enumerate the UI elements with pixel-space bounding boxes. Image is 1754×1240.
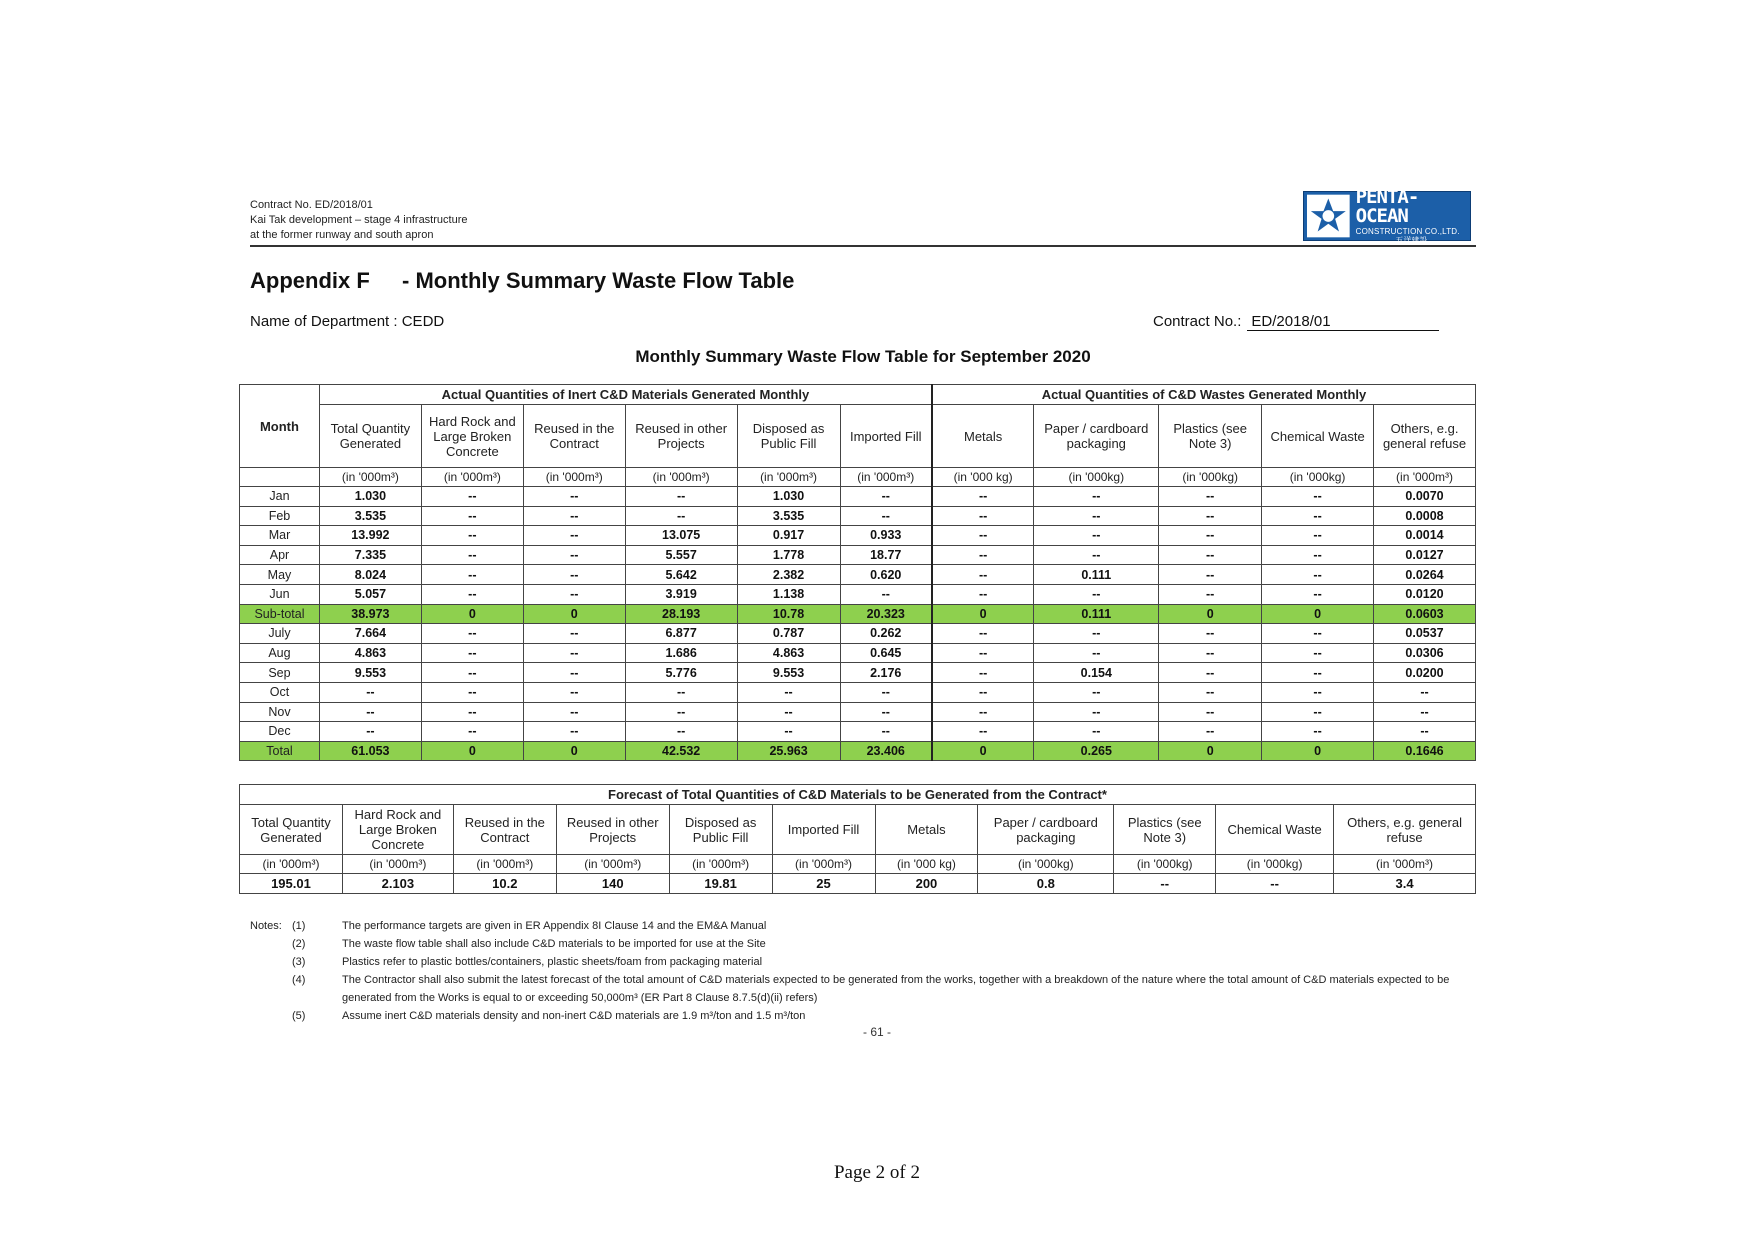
value-cell: 13.992	[319, 526, 421, 546]
logo-subtitle: CONSTRUCTION CO.,LTD.	[1355, 226, 1460, 236]
forecast-column-header: Paper / cardboard packaging	[978, 805, 1114, 855]
value-cell: --	[1159, 624, 1262, 644]
value-cell: --	[737, 722, 840, 742]
penta-ocean-star-icon	[1307, 194, 1350, 238]
value-cell: 0.265	[1034, 741, 1159, 761]
column-header: Reused in the Contract	[523, 405, 625, 468]
contract-line: Contract No. ED/2018/01	[250, 199, 373, 211]
project-line: Kai Tak development – stage 4 infrastructure	[250, 214, 468, 226]
value-cell: 9.553	[737, 663, 840, 683]
value-cell: 1.686	[625, 643, 737, 663]
value-cell: --	[523, 682, 625, 702]
logo-name: PENTA-OCEAN	[1355, 185, 1419, 227]
month-cell: Sub-total	[240, 604, 320, 624]
forecast-column-header: Others, e.g. general refuse	[1334, 805, 1476, 855]
company-logo	[1303, 185, 1471, 245]
forecast-unit-cell: (in '000m³)	[453, 855, 556, 874]
value-cell: 28.193	[625, 604, 737, 624]
monthly-summary-table	[239, 384, 1476, 761]
value-cell: --	[932, 584, 1034, 604]
value-cell: --	[1374, 682, 1476, 702]
forecast-table	[239, 784, 1476, 894]
value-cell: --	[319, 702, 421, 722]
value-cell: 0	[1262, 604, 1374, 624]
column-header: Hard Rock and Large Broken Concrete	[421, 405, 523, 468]
month-cell: Nov	[240, 702, 320, 722]
value-cell: --	[1159, 643, 1262, 663]
value-cell: --	[319, 682, 421, 702]
column-header: Disposed as Public Fill	[737, 405, 840, 468]
forecast-unit-cell: (in '000m³)	[556, 855, 669, 874]
table-row	[240, 487, 1476, 507]
value-cell: 0.620	[840, 565, 932, 585]
forecast-unit-cell: (in '000m³)	[240, 855, 343, 874]
note-text: The performance targets are given in ER Appendix 8I Clause 14 and the EM&A Manual	[342, 920, 767, 932]
value-cell: 0	[421, 741, 523, 761]
value-cell: --	[737, 682, 840, 702]
contract-value: ED/2018/01	[1247, 313, 1439, 331]
value-cell: 4.863	[319, 643, 421, 663]
value-cell: --	[523, 506, 625, 526]
page-footer: Page 2 of 2	[833, 1162, 920, 1183]
forecast-value-cell: 10.2	[453, 874, 556, 894]
value-cell: --	[625, 487, 737, 507]
value-cell: 0	[1159, 741, 1262, 761]
value-cell: --	[1159, 545, 1262, 565]
forecast-column-header: Reused in other Projects	[556, 805, 669, 855]
value-cell: 23.406	[840, 741, 932, 761]
value-cell: --	[625, 722, 737, 742]
value-cell: --	[1262, 643, 1374, 663]
table-row	[240, 722, 1476, 742]
forecast-column-header: Disposed as Public Fill	[669, 805, 772, 855]
site-line: at the former runway and south apron	[250, 229, 434, 241]
value-cell: 0.111	[1034, 565, 1159, 585]
table-row	[240, 643, 1476, 663]
value-cell: --	[932, 506, 1034, 526]
value-cell: --	[1262, 584, 1374, 604]
note-item	[250, 971, 1454, 1007]
value-cell: --	[1159, 663, 1262, 683]
department-label: Name of Department : CEDD	[250, 313, 445, 330]
logo-chinese: 五洋建設	[1395, 235, 1428, 245]
forecast-unit-cell: (in '000 kg)	[875, 855, 978, 874]
column-header: Metals	[932, 405, 1034, 468]
notes-section	[250, 917, 1454, 1025]
waste-group-header: Actual Quantities of C&D Wastes Generated Monthly	[932, 385, 1476, 405]
notes-label	[250, 935, 292, 953]
month-cell: Sep	[240, 663, 320, 683]
value-cell: --	[523, 643, 625, 663]
value-cell: 0.0120	[1374, 584, 1476, 604]
note-item	[250, 935, 1454, 953]
value-cell: --	[421, 682, 523, 702]
value-cell: 6.877	[625, 624, 737, 644]
table-row	[240, 545, 1476, 565]
value-cell: 0.787	[737, 624, 840, 644]
forecast-column-header: Chemical Waste	[1216, 805, 1334, 855]
forecast-value-cell: --	[1216, 874, 1334, 894]
forecast-column-header: Imported Fill	[772, 805, 875, 855]
table-row	[240, 565, 1476, 585]
month-cell: Total	[240, 741, 320, 761]
value-cell: 2.382	[737, 565, 840, 585]
value-cell: --	[932, 526, 1034, 546]
value-cell: 0	[523, 604, 625, 624]
page-title	[250, 268, 794, 294]
forecast-value-cell: 200	[875, 874, 978, 894]
unit-cell: (in '000m³)	[737, 468, 840, 487]
forecast-value-cell: 0.8	[978, 874, 1114, 894]
value-cell: 0.1646	[1374, 741, 1476, 761]
value-cell: 0.0070	[1374, 487, 1476, 507]
inert-group-header: Actual Quantities of Inert C&D Materials Generated Monthly	[319, 385, 932, 405]
value-cell: --	[932, 565, 1034, 585]
forecast-unit-cell: (in '000m³)	[1334, 855, 1476, 874]
value-cell: 20.323	[840, 604, 932, 624]
note-number: (5)	[292, 1010, 306, 1022]
value-cell: --	[523, 624, 625, 644]
forecast-value-cell: 195.01	[240, 874, 343, 894]
value-cell: --	[625, 682, 737, 702]
value-cell: --	[1262, 526, 1374, 546]
value-cell: --	[1262, 565, 1374, 585]
month-cell: Jun	[240, 584, 320, 604]
value-cell: 0.917	[737, 526, 840, 546]
value-cell: --	[1159, 487, 1262, 507]
document-header-info	[250, 198, 467, 243]
note-number: (4)	[292, 974, 306, 986]
forecast-column-header: Plastics (see Note 3)	[1114, 805, 1216, 855]
value-cell: --	[840, 682, 932, 702]
value-cell: 5.776	[625, 663, 737, 683]
note-text: The Contractor shall also submit the latest forecast of the total amount of C&D materials expected to be generated from the works, together with a breakdown of the nature where the total amount of C&D materials expected to be generated from the Works is equal to or exceeding 50,000m³ (ER Part 8 Clause 8.7.5(d)(ii) refers)	[342, 974, 1450, 1004]
value-cell: 8.024	[319, 565, 421, 585]
value-cell: --	[840, 702, 932, 722]
value-cell: 0	[421, 604, 523, 624]
value-cell: 0.0008	[1374, 506, 1476, 526]
value-cell: 1.030	[319, 487, 421, 507]
forecast-value-cell: 140	[556, 874, 669, 894]
table-title: Monthly Summary Waste Flow Table for September 2020	[635, 347, 1091, 366]
notes-label: Notes:	[250, 920, 282, 932]
value-cell: 0.0306	[1374, 643, 1476, 663]
table-row	[240, 663, 1476, 683]
value-cell: --	[840, 487, 932, 507]
column-header: Paper / cardboard packaging	[1034, 405, 1159, 468]
value-cell: --	[932, 643, 1034, 663]
forecast-column-header: Total Quantity Generated	[240, 805, 343, 855]
value-cell: 0.933	[840, 526, 932, 546]
column-header: Others, e.g. general refuse	[1374, 405, 1476, 468]
forecast-unit-cell: (in '000kg)	[1114, 855, 1216, 874]
value-cell: --	[523, 487, 625, 507]
value-cell: 7.335	[319, 545, 421, 565]
note-text: Assume inert C&D materials density and non-inert C&D materials are 1.9 m³/ton and 1.5 m³/ton	[342, 1010, 806, 1022]
forecast-value-cell: 3.4	[1334, 874, 1476, 894]
value-cell: 42.532	[625, 741, 737, 761]
value-cell: --	[1374, 702, 1476, 722]
forecast-column-header: Hard Rock and Large Broken Concrete	[342, 805, 453, 855]
value-cell: --	[1034, 545, 1159, 565]
column-header: Chemical Waste	[1262, 405, 1374, 468]
value-cell: --	[523, 545, 625, 565]
value-cell: --	[523, 526, 625, 546]
value-cell: --	[1262, 663, 1374, 683]
month-cell: July	[240, 624, 320, 644]
note-number: (3)	[292, 956, 306, 968]
header-divider	[250, 245, 1476, 247]
unit-cell: (in '000m³)	[840, 468, 932, 487]
table-row	[240, 506, 1476, 526]
value-cell: 3.535	[737, 506, 840, 526]
value-cell: 0.0603	[1374, 604, 1476, 624]
column-header: Total Quantity Generated	[319, 405, 421, 468]
notes-label	[250, 1007, 292, 1025]
value-cell: --	[1034, 584, 1159, 604]
value-cell: --	[737, 702, 840, 722]
value-cell: --	[1262, 624, 1374, 644]
table-row	[240, 702, 1476, 722]
value-cell: 0	[523, 741, 625, 761]
value-cell: 0.0264	[1374, 565, 1476, 585]
value-cell: 38.973	[319, 604, 421, 624]
unit-cell: (in '000 kg)	[932, 468, 1034, 487]
value-cell: 3.919	[625, 584, 737, 604]
value-cell: 0.0127	[1374, 545, 1476, 565]
note-item	[250, 917, 1454, 935]
table-row	[240, 604, 1476, 624]
unit-cell	[240, 468, 320, 487]
table-row	[240, 741, 1476, 761]
column-header: Imported Fill	[840, 405, 932, 468]
value-cell: --	[1159, 722, 1262, 742]
forecast-value-cell: 25	[772, 874, 875, 894]
unit-cell: (in '000m³)	[523, 468, 625, 487]
value-cell: --	[625, 702, 737, 722]
value-cell: --	[1262, 487, 1374, 507]
value-cell: --	[421, 722, 523, 742]
value-cell: 1.138	[737, 584, 840, 604]
forecast-value-cell: 19.81	[669, 874, 772, 894]
value-cell: --	[1034, 487, 1159, 507]
value-cell: --	[1034, 624, 1159, 644]
value-cell: --	[421, 584, 523, 604]
month-cell: May	[240, 565, 320, 585]
month-cell: Aug	[240, 643, 320, 663]
forecast-column-header: Reused in the Contract	[453, 805, 556, 855]
unit-cell: (in '000kg)	[1034, 468, 1159, 487]
month-cell: Jan	[240, 487, 320, 507]
month-cell: Mar	[240, 526, 320, 546]
value-cell: --	[840, 506, 932, 526]
value-cell: --	[1159, 702, 1262, 722]
contract-label: Contract No.:	[1153, 313, 1242, 330]
value-cell: 0.0537	[1374, 624, 1476, 644]
note-number: (1)	[292, 920, 306, 932]
value-cell: --	[523, 663, 625, 683]
value-cell: --	[1262, 682, 1374, 702]
forecast-column-header: Metals	[875, 805, 978, 855]
table-row	[240, 624, 1476, 644]
value-cell: --	[1159, 584, 1262, 604]
value-cell: --	[840, 584, 932, 604]
forecast-unit-cell: (in '000m³)	[669, 855, 772, 874]
value-cell: 0.0200	[1374, 663, 1476, 683]
appendix-title: - Monthly Summary Waste Flow Table	[402, 268, 795, 293]
unit-cell: (in '000m³)	[625, 468, 737, 487]
department-row	[250, 313, 1460, 330]
column-header: Reused in other Projects	[625, 405, 737, 468]
value-cell: --	[421, 526, 523, 546]
value-cell: 3.535	[319, 506, 421, 526]
month-cell: Oct	[240, 682, 320, 702]
value-cell: --	[1034, 506, 1159, 526]
value-cell: --	[932, 722, 1034, 742]
value-cell: 0	[1262, 741, 1374, 761]
value-cell: 0.262	[840, 624, 932, 644]
value-cell: --	[840, 722, 932, 742]
value-cell: --	[1034, 526, 1159, 546]
value-cell: --	[1159, 506, 1262, 526]
contract-field	[1153, 313, 1460, 331]
page-number: - 61 -	[862, 1025, 891, 1039]
value-cell: --	[1034, 702, 1159, 722]
value-cell: --	[421, 545, 523, 565]
value-cell: --	[932, 487, 1034, 507]
value-cell: --	[1034, 643, 1159, 663]
forecast-title: Forecast of Total Quantities of C&D Materials to be Generated from the Contract*	[240, 785, 1476, 805]
value-cell: --	[421, 487, 523, 507]
forecast-unit-cell: (in '000kg)	[1216, 855, 1334, 874]
value-cell: --	[932, 663, 1034, 683]
value-cell: 0	[932, 604, 1034, 624]
table-row	[240, 584, 1476, 604]
month-cell: Dec	[240, 722, 320, 742]
value-cell: --	[523, 702, 625, 722]
value-cell: --	[1374, 722, 1476, 742]
value-cell: 0.0014	[1374, 526, 1476, 546]
value-cell: 1.778	[737, 545, 840, 565]
value-cell: 4.863	[737, 643, 840, 663]
value-cell: 5.642	[625, 565, 737, 585]
value-cell: --	[932, 624, 1034, 644]
note-item	[250, 1007, 1454, 1025]
value-cell: 0.154	[1034, 663, 1159, 683]
appendix-label: Appendix F	[250, 268, 370, 293]
value-cell: 18.77	[840, 545, 932, 565]
value-cell: --	[523, 722, 625, 742]
note-text: The waste flow table shall also include C&D materials to be imported for use at the Site	[342, 938, 766, 950]
value-cell: --	[1159, 526, 1262, 546]
value-cell: 0	[932, 741, 1034, 761]
value-cell: 0	[1159, 604, 1262, 624]
unit-cell: (in '000m³)	[421, 468, 523, 487]
value-cell: --	[421, 643, 523, 663]
value-cell: 10.78	[737, 604, 840, 624]
value-cell: --	[319, 722, 421, 742]
value-cell: 7.664	[319, 624, 421, 644]
value-cell: 2.176	[840, 663, 932, 683]
value-cell: --	[421, 624, 523, 644]
unit-cell: (in '000m³)	[1374, 468, 1476, 487]
value-cell: --	[1262, 722, 1374, 742]
value-cell: 61.053	[319, 741, 421, 761]
column-header: Plastics (see Note 3)	[1159, 405, 1262, 468]
value-cell: --	[421, 663, 523, 683]
note-number: (2)	[292, 938, 306, 950]
value-cell: --	[932, 545, 1034, 565]
unit-cell: (in '000m³)	[319, 468, 421, 487]
notes-label	[250, 971, 292, 1007]
value-cell: --	[1034, 722, 1159, 742]
forecast-value-cell: 2.103	[342, 874, 453, 894]
table-row	[240, 526, 1476, 546]
value-cell: --	[1262, 506, 1374, 526]
value-cell: --	[421, 702, 523, 722]
value-cell: 5.557	[625, 545, 737, 565]
value-cell: 0.111	[1034, 604, 1159, 624]
value-cell: --	[1262, 545, 1374, 565]
note-item	[250, 953, 1454, 971]
month-header: Month	[240, 385, 320, 468]
month-cell: Apr	[240, 545, 320, 565]
forecast-unit-cell: (in '000m³)	[342, 855, 453, 874]
value-cell: 1.030	[737, 487, 840, 507]
value-cell: 0.645	[840, 643, 932, 663]
note-text: Plastics refer to plastic bottles/containers, plastic sheets/foam from packaging material	[342, 956, 763, 968]
table-row	[240, 682, 1476, 702]
value-cell: --	[625, 506, 737, 526]
value-cell: 25.963	[737, 741, 840, 761]
value-cell: --	[421, 565, 523, 585]
value-cell: --	[932, 702, 1034, 722]
unit-cell: (in '000kg)	[1159, 468, 1262, 487]
value-cell: --	[1034, 682, 1159, 702]
value-cell: --	[1159, 565, 1262, 585]
value-cell: --	[523, 565, 625, 585]
forecast-unit-cell: (in '000m³)	[772, 855, 875, 874]
notes-label	[250, 953, 292, 971]
unit-cell: (in '000kg)	[1262, 468, 1374, 487]
value-cell: --	[523, 584, 625, 604]
value-cell: --	[421, 506, 523, 526]
value-cell: 5.057	[319, 584, 421, 604]
value-cell: --	[932, 682, 1034, 702]
forecast-unit-cell: (in '000kg)	[978, 855, 1114, 874]
value-cell: --	[1262, 702, 1374, 722]
value-cell: --	[1159, 682, 1262, 702]
value-cell: 9.553	[319, 663, 421, 683]
forecast-value-cell: --	[1114, 874, 1216, 894]
month-cell: Feb	[240, 506, 320, 526]
value-cell: 13.075	[625, 526, 737, 546]
